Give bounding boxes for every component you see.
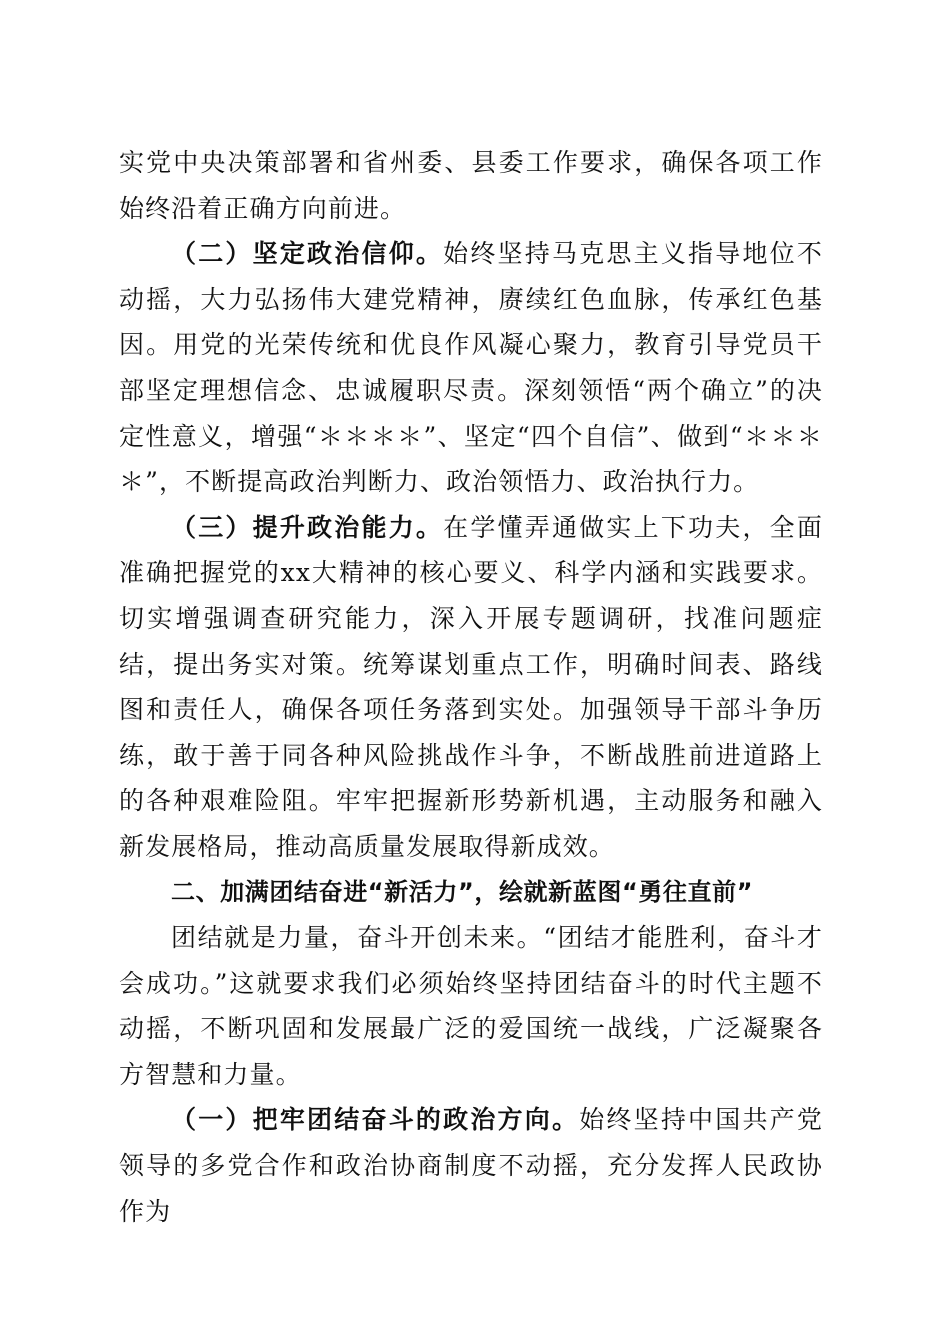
paragraph-text: 在学懂弄通做实上下功夫，全面准确把握党的xx大精神的核心要义、科学内涵和实践要求。切实增强调查研究能力，深入开展专题调研，找准问题症结，提出务实对策。统筹谋划重点工作，明确时间表、路线图和责任人，确保各项任务落到实处。加强领导干部斗争历练，敢于善于同各种风险挑战作斗争，不断战胜前进道路上的各种艰难险阻。牢牢把握新形势新机遇，主动服务和融入新发展格局，推动高质量发展取得新成效。 (119, 512, 823, 861)
paragraph-continuation (119, 140, 823, 231)
paragraph-text: 团结就是力量，奋斗开创未来。“团结才能胜利，奋斗才会成功。”这就要求我们必须始终坚持团结奋斗的时代主题不动摇，不断巩固和发展最广泛的爱国统一战线，广泛凝聚各方智慧和力量。 (119, 923, 823, 1089)
paragraph-heading: （三）提升政治能力。 (171, 512, 444, 542)
paragraph-heading: （二）坚定政治信仰。 (171, 239, 444, 269)
paragraph-text: 始终坚持马克思主义指导地位不动摇，大力弘扬伟大建党精神，赓续红色血脉，传承红色基因。用党的光荣传统和优良作风凝心聚力，教育引导党员干部坚定理想信念、忠诚履职尽责。深刻领悟“两个确立”的决定性意义，增强“＊＊＊＊”、坚定“四个自信”、做到“＊＊＊＊”，不断提高政治判断力、政治领悟力、政治执行力。 (119, 239, 823, 497)
section-title: 二、加满团结奋进“新活力”，绘就新蓝图“勇往直前” (171, 877, 754, 906)
paragraph-heading: （一）把牢团结奋斗的政治方向。 (171, 1105, 580, 1135)
paragraph-political-belief (119, 231, 823, 505)
paragraph-text: 实党中央决策部署和省州委、县委工作要求，确保各项工作始终沿着正确方向前进。 (119, 148, 823, 223)
paragraph-unity-direction (119, 1097, 823, 1234)
paragraph-unity-intro (119, 915, 823, 1097)
paragraph-text: 始终坚持中国共产党领导的多党合作和政治协商制度不动摇，充分发挥人民政协作为 (119, 1105, 823, 1226)
document-body (119, 140, 823, 1234)
paragraph-political-ability (119, 505, 823, 870)
